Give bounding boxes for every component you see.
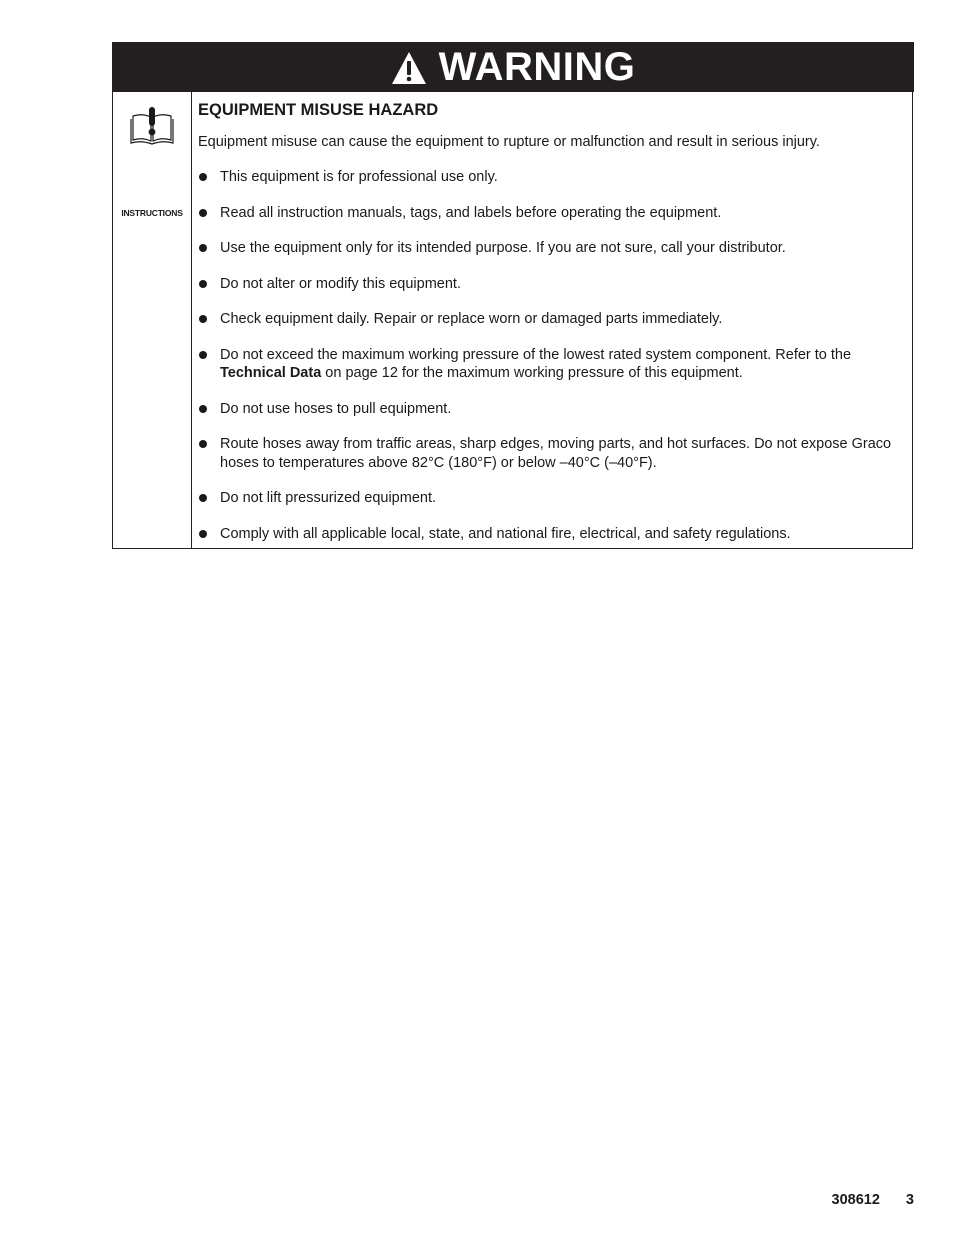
list-item-text: on page 12 for the maximum working pressure of this equipment. (321, 365, 743, 381)
bullet-icon (199, 530, 207, 538)
list-item-text: This equipment is for professional use only. (220, 169, 498, 185)
list-item-text: Read all instruction manuals, tags, and labels before operating the equipment. (220, 204, 722, 221)
bullet-icon (199, 280, 207, 288)
list-item-text: Route hoses away from traffic areas, sharp edges, moving parts, and hot surfaces. Do not expose Graco hoses to temperatures above 82°C (180°F) or below –40°C (–40°F). (220, 436, 892, 471)
list-item-text: Do not exceed the maximum working pressure of the lowest rated system component. Refer to the (220, 346, 852, 363)
bullet-icon (199, 440, 207, 448)
page-footer (832, 1192, 914, 1208)
list-item (198, 489, 908, 508)
warning-title: WARNING (438, 45, 636, 89)
list-item (198, 239, 908, 258)
list-item-text: Do not lift pressurized equipment. (220, 490, 436, 506)
list-item (198, 310, 908, 329)
bullet-icon (199, 173, 207, 181)
icon-column (113, 92, 192, 548)
hazard-title: EQUIPMENT MISUSE HAZARD (198, 101, 439, 119)
warning-box (112, 42, 913, 549)
page-number: 3 (905, 1192, 914, 1208)
bullet-icon (199, 209, 207, 217)
bullet-icon (199, 405, 207, 413)
list-item-text: Comply with all applicable local, state, and national fire, electrical, and safety regulations. (220, 525, 791, 542)
hazard-content (198, 100, 908, 560)
list-item (198, 168, 908, 187)
list-item (198, 400, 908, 419)
list-item-text: Check equipment daily. Repair or replace worn or damaged parts immediately. (220, 311, 723, 327)
warning-triangle-icon (391, 51, 427, 85)
document-number: 308612 (831, 1192, 880, 1208)
technical-data-reference: Technical Data (220, 365, 322, 381)
list-item (198, 435, 908, 472)
instruction-manual-icon (130, 106, 174, 146)
bullet-icon (199, 351, 207, 359)
hazard-bullet-list (198, 168, 908, 543)
list-item (198, 346, 908, 383)
list-item (198, 525, 908, 544)
bullet-icon (199, 244, 207, 252)
list-item-text: Use the equipment only for its intended purpose. If you are not sure, call your distributor. (220, 240, 786, 256)
list-item (198, 204, 908, 223)
bullet-icon (199, 315, 207, 323)
bullet-icon (199, 494, 207, 502)
hazard-intro: Equipment misuse can cause the equipment to rupture or malfunction and result in serious injury. (198, 134, 820, 150)
icon-label: INSTRUCTIONS (121, 208, 183, 218)
list-item-text: Do not use hoses to pull equipment. (220, 400, 452, 417)
list-item (198, 275, 908, 294)
warning-header (112, 42, 914, 92)
list-item-text: Do not alter or modify this equipment. (220, 275, 461, 292)
